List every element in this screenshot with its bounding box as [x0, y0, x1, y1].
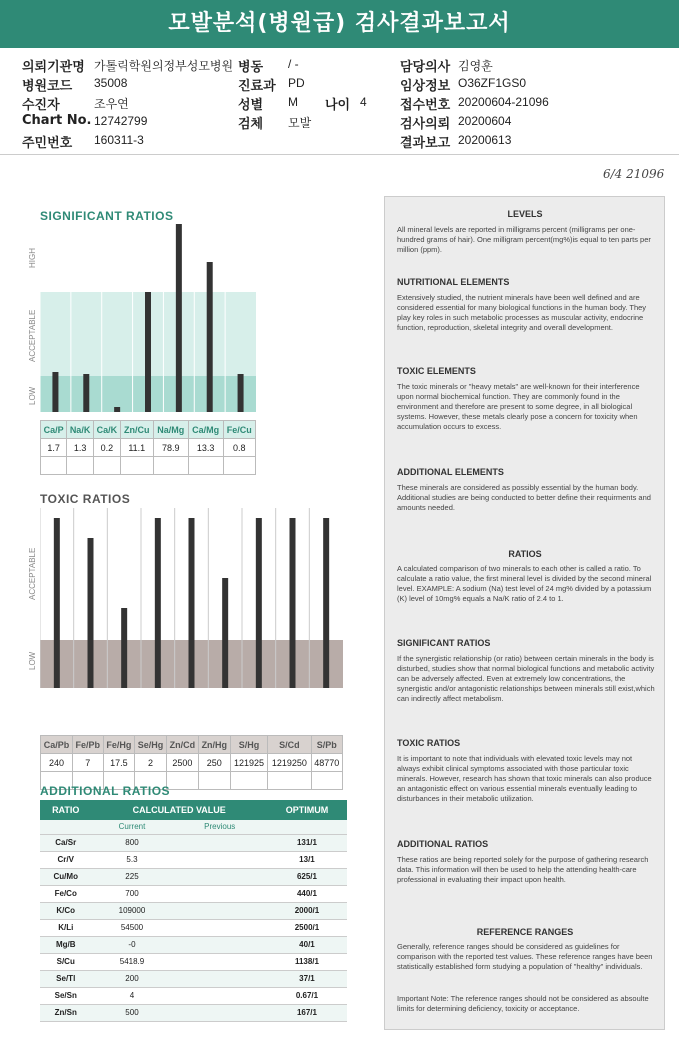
previous-value: [172, 868, 266, 885]
toxic-elements-text: The toxic minerals or "heavy metals" are well-known for their interference upon normal biochemical function. They are commonly found in the environment and therefore are present to some degree, in all biological systems. However, these metals clearly pose a concern for toxicity when accumulation occurs to excess.: [397, 382, 640, 431]
previous-value: [172, 902, 266, 919]
ratio-bar: [121, 608, 127, 688]
ratio-value: 1219250: [268, 754, 311, 772]
empty-cell: [198, 772, 230, 790]
previous-subheader: Previous: [172, 820, 266, 834]
ratio-label: S/Cd: [268, 736, 311, 754]
current-value: 500: [91, 1004, 172, 1021]
age-value: 4: [360, 95, 367, 109]
ratio-label: Fe/Pb: [72, 736, 103, 754]
previous-value: [172, 987, 266, 1004]
handwritten-note: 6/4 21096: [603, 167, 665, 181]
doctor-value: 김영훈: [458, 59, 493, 73]
ratio-label: Ca/Pb: [41, 736, 73, 754]
optimum-value: 2500/1: [267, 919, 347, 936]
ratio-label: Ca/P: [41, 421, 67, 439]
ratio-label: Se/Hg: [135, 736, 167, 754]
high-side-label: HIGH: [28, 248, 37, 268]
ward-value: / -: [288, 57, 299, 71]
ratio-label: S/Hg: [230, 736, 267, 754]
id-label: 주민번호: [22, 136, 73, 151]
optimum-value: 40/1: [267, 936, 347, 953]
ratio-value: 0.2: [93, 439, 120, 457]
significant-ratios-text: If the synergistic relationship (or ratio) between certain minerals in the body is disturbed, studies show that normal biological functions and metabolic activity can be adversely affected. Even at extremely low concentrations, the synergistic and/or antagonistic relationships between minerals still exist,which can indirectly affect metabolism.: [397, 654, 655, 703]
empty-cell: [41, 457, 67, 475]
previous-value: [172, 1004, 266, 1021]
toxic-bars: [40, 508, 343, 733]
additional-ratios-heading: ADDITIONAL RATIOS: [397, 839, 489, 849]
report-value: 20200613: [458, 133, 512, 147]
ratio-bar: [290, 518, 296, 688]
current-subheader: Current: [91, 820, 172, 834]
empty-cell: [93, 457, 120, 475]
optimum-value: 2000/1: [267, 902, 347, 919]
nutritional-text: Extensively studied, the nutrient minerals have been well defined and are considered essential for many biological functions in the human body. They play key roles in such metabolic processes as muscular activity, endocrine function, reproduction, skeletal integrity and overall development.: [397, 293, 647, 332]
toxic-values-table: [40, 735, 343, 790]
ratios-text: A calculated comparison of two minerals to each other is called a ratio. To calculate a ratio value, the first mineral level is divided by the second mineral level. EXAMPLE: A sodium (Na) test level of 24 mg% divided by a potassium (K) level of 10mg% equals a Na/K ratio of 2.4 to 1.: [397, 564, 652, 603]
additional-elements-text: These minerals are considered as possibly essential by the human body. Additional studies are being conducted to better define their requirments and amounts needed.: [397, 483, 651, 512]
chart-value: 12742799: [94, 114, 148, 128]
ratio-name: Ca/Sr: [40, 834, 91, 851]
institution-label: 의뢰기관명: [22, 60, 85, 75]
specimen-label: 검체: [238, 117, 264, 132]
ratio-label: Na/K: [67, 421, 94, 439]
optimum-value: 13/1: [267, 851, 347, 868]
ratio-bar: [222, 578, 228, 688]
ratio-value: 2: [135, 754, 167, 772]
optimum-value: 625/1: [267, 868, 347, 885]
current-value: 800: [91, 834, 172, 851]
empty-cell: [311, 772, 342, 790]
ratio-label: Zn/Hg: [198, 736, 230, 754]
ratio-value: 1.3: [67, 439, 94, 457]
additional-ratios-title: ADDITIONAL RATIOS: [40, 784, 171, 798]
additional-row: [40, 834, 347, 851]
current-value: 200: [91, 970, 172, 987]
ratio-name: Zn/Sn: [40, 1004, 91, 1021]
previous-value: [172, 970, 266, 987]
clinical-label: 임상정보: [400, 79, 451, 94]
ratio-bar: [155, 518, 161, 688]
toxic-ratios-title: TOXIC RATIOS: [40, 492, 131, 506]
ward-label: 병동: [238, 60, 264, 75]
empty-cell: [153, 457, 188, 475]
ratio-label: Zn/Cu: [120, 421, 153, 439]
current-value: 4: [91, 987, 172, 1004]
ratio-label: S/Pb: [311, 736, 342, 754]
collector-value: 조우연: [94, 97, 129, 111]
chart-label: Chart No.: [22, 113, 92, 128]
explanation-panel: [384, 196, 665, 1030]
ratio-name: Cu/Mo: [40, 868, 91, 885]
additional-ratios-table: [40, 800, 347, 1022]
ratio-value: 48770: [311, 754, 342, 772]
additional-row: [40, 919, 347, 936]
ratio-value: 7: [72, 754, 103, 772]
ratio-name: K/Co: [40, 902, 91, 919]
additional-row: [40, 868, 347, 885]
ratio-label: Zn/Cd: [166, 736, 198, 754]
additional-ratios-text: These ratios are being reported solely for the purpose of gathering research data. This information will then be used to help the attending health-care professional in evaluating their impact upon health.: [397, 855, 649, 884]
ratio-bar: [323, 518, 329, 688]
levels-text: All mineral levels are reported in milligrams percent (milligrams per one-hundred grams of hair). One milligram percent(mg%)is equal to ten parts per million (ppm).: [397, 225, 651, 254]
optimum-value: 1138/1: [267, 953, 347, 970]
nutritional-heading: NUTRITIONAL ELEMENTS: [397, 277, 510, 287]
additional-row: [40, 936, 347, 953]
acceptable-side-label: ACCEPTABLE: [28, 309, 37, 362]
empty-cell: [230, 772, 267, 790]
age-label: 나이: [325, 98, 351, 113]
divider: [0, 154, 679, 155]
ratio-bar: [83, 374, 89, 412]
empty-cell: [67, 457, 94, 475]
ratio-value: 78.9: [153, 439, 188, 457]
reference-ranges-heading: REFERENCE RANGES: [476, 927, 574, 937]
current-value: 225: [91, 868, 172, 885]
ratio-value: 11.1: [120, 439, 153, 457]
request-label: 검사의뢰: [400, 117, 451, 132]
receipt-label: 접수번호: [400, 98, 451, 113]
ratio-label: Fe/Hg: [103, 736, 134, 754]
empty-cell: [120, 457, 153, 475]
current-value: 700: [91, 885, 172, 902]
ratio-value: 240: [41, 754, 73, 772]
low-side-label: LOW: [28, 386, 37, 405]
low-side-label: LOW: [28, 651, 37, 670]
acceptable-side-label: ACCEPTABLE: [28, 547, 37, 600]
optimum-value: 0.67/1: [267, 987, 347, 1004]
optimum-value: 167/1: [267, 1004, 347, 1021]
doctor-label: 담당의사: [400, 60, 451, 75]
ratio-bar: [256, 518, 262, 688]
code-label: 병원코드: [22, 79, 73, 94]
request-value: 20200604: [458, 114, 512, 128]
additional-row: [40, 970, 347, 987]
empty-cell: [223, 457, 255, 475]
ratio-value: 17.5: [103, 754, 134, 772]
previous-value: [172, 953, 266, 970]
patient-info: [0, 50, 679, 150]
ratio-bar: [207, 262, 213, 412]
ratio-bar: [54, 518, 60, 688]
ratio-name: S/Cu: [40, 953, 91, 970]
ratios-heading: RATIOS: [508, 549, 542, 559]
ratio-name: Fe/Co: [40, 885, 91, 902]
additional-row: [40, 885, 347, 902]
significant-ratios-chart: [40, 224, 256, 384]
ratio-value: 121925: [230, 754, 267, 772]
previous-value: [172, 834, 266, 851]
additional-row: [40, 1004, 347, 1021]
institution-value: 가톨릭학원의정부성모병원: [94, 59, 234, 73]
ratio-name: Cr/V: [40, 851, 91, 868]
ratio-bar: [176, 224, 182, 412]
toxic-ratios-chart: [40, 508, 343, 728]
specimen-value: 모발: [288, 116, 312, 130]
previous-value: [172, 919, 266, 936]
additional-row: [40, 953, 347, 970]
ratio-bar: [189, 518, 195, 688]
ratio-value: 0.8: [223, 439, 255, 457]
ratio-value: 13.3: [188, 439, 223, 457]
empty-cell: [188, 457, 223, 475]
additional-elements-heading: ADDITIONAL ELEMENTS: [397, 467, 504, 477]
ratio-value: 1.7: [41, 439, 67, 457]
ratio-name: Se/Sn: [40, 987, 91, 1004]
ratio-value: 250: [198, 754, 230, 772]
ratio-bar: [238, 374, 244, 412]
ratio-name: Mg/B: [40, 936, 91, 953]
optimum-value: 131/1: [267, 834, 347, 851]
optimum-value: 37/1: [267, 970, 347, 987]
id-value: 160311-3: [94, 133, 144, 147]
current-value: -0: [91, 936, 172, 953]
code-value: 35008: [94, 76, 128, 90]
calculated-header: CALCULATED VALUE: [91, 800, 266, 820]
additional-row: [40, 902, 347, 919]
significant-ratios-heading: SIGNIFICANT RATIOS: [397, 638, 491, 648]
levels-heading: LEVELS: [507, 209, 543, 219]
toxic-ratios-heading: TOXIC RATIOS: [397, 738, 461, 748]
sex-value: M: [288, 95, 298, 109]
dept-value: PD: [288, 76, 305, 90]
current-value: 54500: [91, 919, 172, 936]
significant-ratios-title: SIGNIFICANT RATIOS: [40, 209, 174, 223]
receipt-value: 20200604-21096: [458, 95, 549, 109]
toxic-elements-heading: TOXIC ELEMENTS: [397, 366, 476, 376]
ratio-label: Fe/Cu: [223, 421, 255, 439]
ratio-bar: [114, 407, 120, 412]
ratio-name: Se/Tl: [40, 970, 91, 987]
ratio-value: 2500: [166, 754, 198, 772]
ratio-bar: [145, 292, 151, 412]
previous-value: [172, 885, 266, 902]
report-title: 모발분석(병원급) 검사결과보고서: [0, 0, 679, 48]
empty-cell: [268, 772, 311, 790]
additional-row: [40, 987, 347, 1004]
ratio-name: K/Li: [40, 919, 91, 936]
collector-label: 수진자: [22, 98, 60, 113]
significant-bars: [40, 224, 256, 414]
current-value: 109000: [91, 902, 172, 919]
ratio-bar: [88, 538, 94, 688]
ratio-label: Na/Mg: [153, 421, 188, 439]
ratio-bar: [52, 372, 58, 412]
current-value: 5.3: [91, 851, 172, 868]
optimum-header: OPTIMUM: [267, 800, 347, 820]
significant-values-table: [40, 420, 256, 475]
previous-value: [172, 936, 266, 953]
toxic-ratios-text: It is important to note that individuals with elevated toxic levels may not always exhibit clinical symptoms associated with those particular toxic minerals. However, research has shown that toxic minerals can also produce an antagonistic effect on various essential minerals eventually leading to disturbances in their metabolic utilization.: [397, 754, 652, 803]
dept-label: 진료과: [238, 79, 276, 94]
previous-value: [172, 851, 266, 868]
ratio-header: RATIO: [40, 800, 91, 820]
additional-row: [40, 851, 347, 868]
reference-ranges-text: Generally, reference ranges should be considered as guidelines for comparison with the reported test values. These reference ranges have been statistically established form studying a population of "healthy" individuals.: [397, 942, 653, 971]
current-value: 5418.9: [91, 953, 172, 970]
ratio-label: Ca/Mg: [188, 421, 223, 439]
ratio-label: Ca/K: [93, 421, 120, 439]
sex-label: 성별: [238, 98, 264, 113]
clinical-value: O36ZF1GS0: [458, 76, 527, 90]
reference-ranges-note: Important Note: The reference ranges should not be considered as absoulte limits for determining deficiency, toxicity or acceptance.: [397, 994, 649, 1013]
empty-cell: [166, 772, 198, 790]
optimum-value: 440/1: [267, 885, 347, 902]
report-label: 결과보고: [400, 136, 451, 151]
